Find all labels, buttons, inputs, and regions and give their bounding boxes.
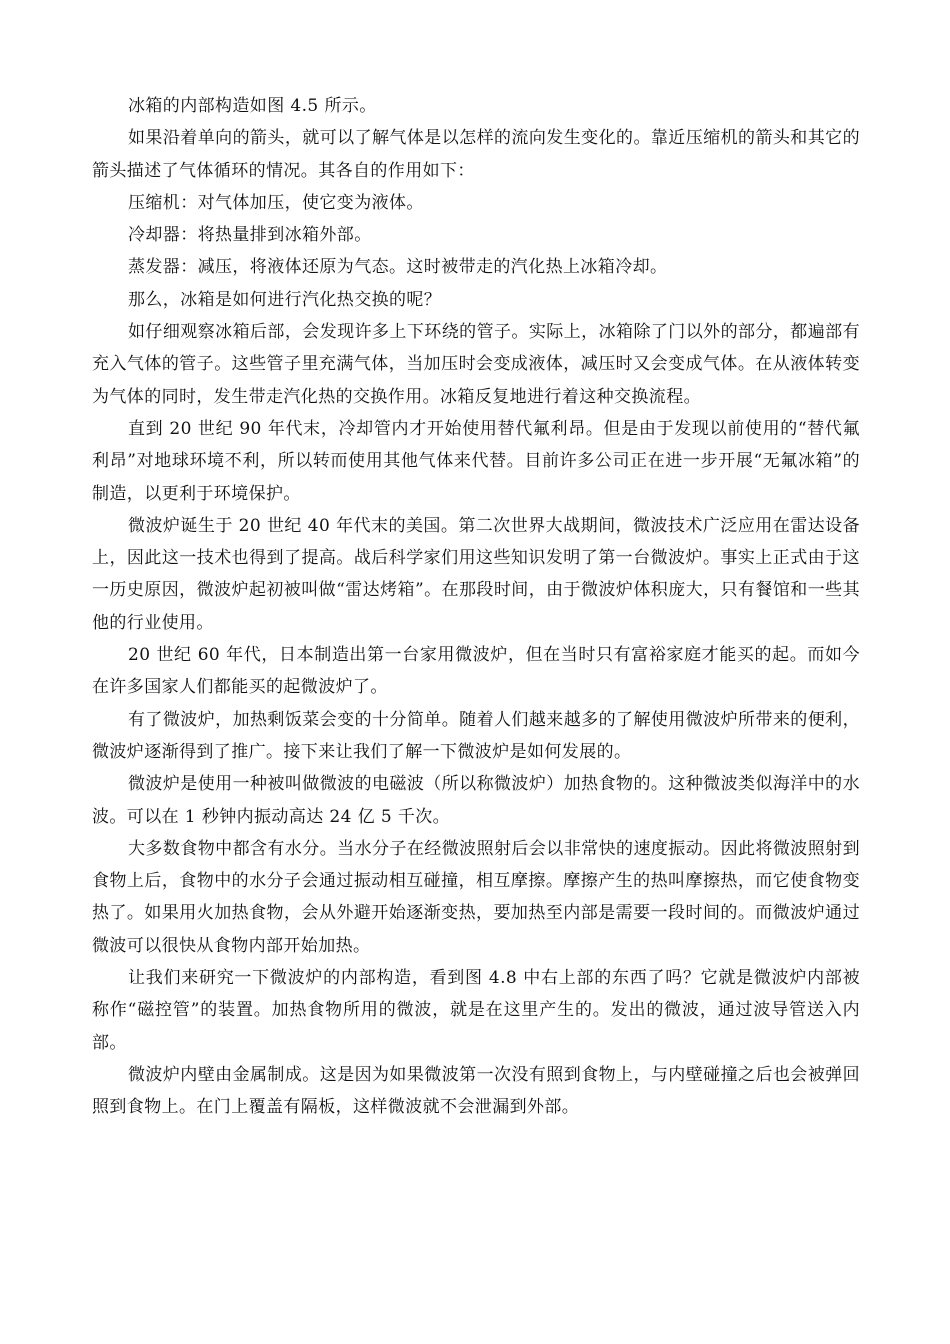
paragraph: 20 世纪 60 年代，日本制造出第一台家用微波炉，但在当时只有富裕家庭才能买的起。而如今在许多国家人们都能买的起微波炉了。 bbox=[92, 645, 860, 698]
paragraph: 有了微波炉，加热剩饭菜会变的十分简单。随着人们越来越多的了解使用微波炉所带来的便利，微波炉逐渐得到了推广。接下来让我们了解一下微波炉是如何发展的。 bbox=[92, 709, 860, 762]
document-body bbox=[92, 90, 860, 1124]
paragraph: 压缩机：对气体加压，使它变为液体。 bbox=[128, 192, 424, 213]
paragraph: 微波炉是使用一种被叫做微波的电磁波（所以称微波炉）加热食物的。这种微波类似海洋中的水波。可以在 1 秒钟内振动高达 24 亿 5 千次。 bbox=[92, 774, 860, 827]
paragraph: 大多数食物中都含有水分。当水分子在经微波照射后会以非常快的速度振动。因此将微波照射到食物上后，食物中的水分子会通过振动相互碰撞，相互摩擦。摩擦产生的热叫摩擦热，而它使食物变热了。如果用火加热食物，会从外避开始逐渐变热，要加热至内部是需要一段时间的。而微波炉通过微波可以很快从食物内部开始加热。 bbox=[92, 838, 860, 956]
paragraph: 微波炉内壁由金属制成。这是因为如果微波第一次没有照到食物上，与内壁碰撞之后也会被弹回照到食物上。在门上覆盖有隔板，这样微波就不会泄漏到外部。 bbox=[92, 1064, 860, 1118]
paragraph: 如果沿着单向的箭头，就可以了解气体是以怎样的流向发生变化的。靠近压缩机的箭头和其它的箭头描述了气体循环的情况。其各自的作用如下： bbox=[92, 128, 860, 181]
paragraph: 冰箱的内部构造如图 4.5 所示。 bbox=[128, 96, 377, 116]
paragraph: 冷却器：将热量排到冰箱外部。 bbox=[128, 225, 372, 246]
paragraph: 那么，冰箱是如何进行汽化热交换的呢？ bbox=[128, 289, 442, 310]
paragraph: 直到 20 世纪 90 年代末，冷却管内才开始使用替代氟利昂。但是由于发现以前使用的“替代氟利昂”对地球环境不利，所以转而使用其他气体来代替。目前许多公司正在进一步开展“无氟冰箱”的制造，以更利于环境保护。 bbox=[92, 418, 860, 504]
paragraph: 微波炉诞生于 20 世纪 40 年代末的美国。第二次世界大战期间，微波技术广泛应用在雷达设备上，因此这一技术也得到了提高。战后科学家们用这些知识发明了第一台微波炉。事实上正式由于这一历史原因，微波炉起初被叫做“雷达烤箱”。在那段时间，由于微波炉体积庞大，只有餐馆和一些其他的行业使用。 bbox=[92, 515, 860, 633]
paragraph: 让我们来研究一下微波炉的内部构造，看到图 4.8 中右上部的东西了吗？它就是微波炉内部被称作“磁控管”的装置。加热食物所用的微波，就是在这里产生的。发出的微波，通过波导管送入内部。 bbox=[92, 968, 860, 1053]
paragraph: 如仔细观察冰箱后部，会发现许多上下环绕的管子。实际上，冰箱除了门以外的部分，都遍部有充入气体的管子。这些管子里充满气体，当加压时会变成液体，减压时又会变成气体。在从液体转变为气体的同时，发生带走汽化热的交换作用。冰箱反复地进行着这种交换流程。 bbox=[92, 322, 860, 407]
paragraph: 蒸发器：减压，将液体还原为气态。这时被带走的汽化热上冰箱冷却。 bbox=[128, 257, 668, 278]
